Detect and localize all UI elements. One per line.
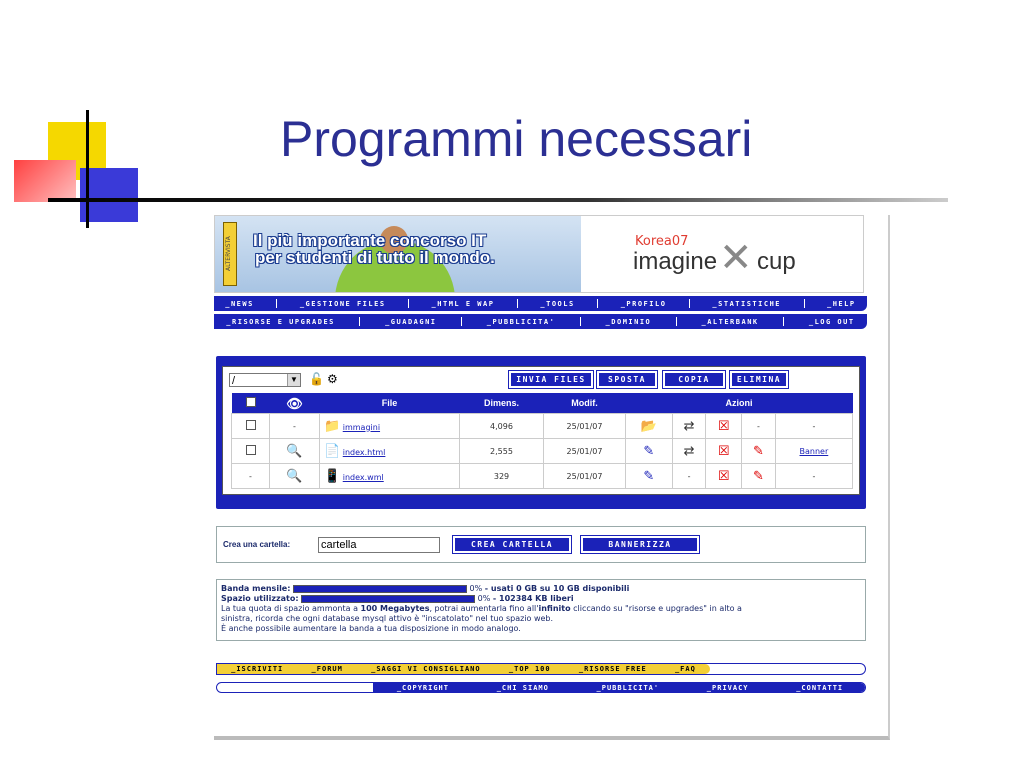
bottom-nav-yellow <box>216 663 866 675</box>
nav-dominio[interactable]: _DOMINIO <box>605 317 652 326</box>
row-action-edit[interactable] <box>626 464 673 489</box>
row-checkbox[interactable] <box>246 445 256 455</box>
open-folder-icon[interactable]: 📂 <box>640 418 657 434</box>
nav-help[interactable]: _HELP <box>827 299 856 308</box>
mysql-line: sinistra, ricorda che ogni database mysql attivo è "inscatolato" nel tuo spazio web. <box>221 614 554 623</box>
row-file <box>320 414 460 439</box>
band-bar <box>293 585 467 593</box>
edit-red-icon[interactable]: ✎ <box>752 468 764 484</box>
row-checkbox[interactable] <box>246 420 256 430</box>
create-folder-box <box>216 526 866 563</box>
band-row <box>221 584 861 594</box>
bottom-nav-blue <box>216 682 866 693</box>
imagine-text: imagine <box>633 248 718 275</box>
nav-contatti[interactable]: _CONTATTI <box>796 683 844 692</box>
banner-headline-line2: per studenti di tutto il mondo. <box>255 248 495 267</box>
row-view[interactable] <box>270 464 320 489</box>
nav-risorse-free[interactable]: _RISORSE FREE <box>578 665 647 673</box>
quota-text-e: cliccando su "risorse e upgrades" in alto a <box>570 604 742 613</box>
band-upgrade-line: È anche possibile aumentare la banda a tua disposizione in modo analogo. <box>221 624 521 633</box>
row-size: 2,555 <box>460 439 544 464</box>
row-file <box>320 464 460 489</box>
nav-news[interactable]: _NEWS <box>225 299 254 308</box>
nav-pubblicita-bottom[interactable]: _PUBBLICITA' <box>596 683 660 692</box>
korea-text: Korea07 <box>635 234 689 249</box>
file-manager-inner <box>222 366 860 495</box>
edit-icon[interactable]: ✎ <box>643 443 655 459</box>
band-percent: 0% <box>469 584 483 593</box>
banner-link[interactable]: Banner <box>799 446 829 456</box>
table-row <box>232 464 853 489</box>
cup-text: cup <box>757 248 796 275</box>
quota-text-a: La tua quota di spazio ammonta a <box>221 604 361 613</box>
row-view: - <box>270 414 320 439</box>
nav-privacy[interactable]: _PRIVACY <box>706 683 749 692</box>
screenshot-frame <box>214 215 890 740</box>
imagine-cup-logo[interactable] <box>581 216 863 292</box>
eye-icon: 👁 <box>286 395 303 411</box>
nav-faq[interactable]: _FAQ <box>674 665 696 673</box>
select-all-header[interactable] <box>232 393 270 414</box>
select-all-checkbox[interactable] <box>246 397 256 407</box>
file-link-index-html[interactable]: index.html <box>342 447 386 457</box>
nav-tools[interactable]: _TOOLS <box>540 299 575 308</box>
preview-icon[interactable]: 🔍 <box>286 443 303 459</box>
file-manager-panel <box>216 356 866 509</box>
edit-icon[interactable]: ✎ <box>643 468 655 484</box>
space-label: Spazio utilizzato: <box>221 594 299 603</box>
row-action-open[interactable] <box>626 414 673 439</box>
row-action-delete[interactable] <box>706 439 742 464</box>
create-folder-label: Crea una cartella: <box>223 540 291 549</box>
delete-icon[interactable]: ☒ <box>717 443 730 459</box>
delete-icon[interactable]: ☒ <box>717 468 730 484</box>
row-action-banner[interactable] <box>775 439 852 464</box>
row-action-delete[interactable] <box>706 464 742 489</box>
row-modified: 25/01/07 <box>544 464 626 489</box>
rename-icon[interactable]: ⇄ <box>683 443 695 459</box>
quota-text-b: 100 Megabytes <box>360 604 430 613</box>
bottom-nav-blue-inner <box>373 683 866 692</box>
row-action-edit-red[interactable] <box>742 464 776 489</box>
row-modified: 25/01/07 <box>544 414 626 439</box>
nav-html-wap[interactable]: _HTML E WAP <box>431 299 495 308</box>
band-label: Banda mensile: <box>221 584 291 593</box>
space-row <box>221 594 861 604</box>
table-row <box>232 439 853 464</box>
nav-top100[interactable]: _TOP 100 <box>508 665 551 673</box>
row-action-2: - <box>672 464 706 489</box>
upload-files-button[interactable]: INVIA FILES <box>509 371 593 388</box>
row-action-4: - <box>742 414 776 439</box>
modified-header: Modif. <box>544 393 626 414</box>
chevron-down-icon[interactable]: ▼ <box>287 374 300 386</box>
space-text: - 102384 KB liberi <box>492 594 574 603</box>
nav-chi-siamo[interactable]: _CHI SIAMO <box>496 683 549 692</box>
settings-icon[interactable]: ⚙ <box>327 372 338 386</box>
row-action-edit[interactable] <box>626 439 673 464</box>
size-header: Dimens. <box>460 393 544 414</box>
delete-button[interactable]: ELIMINA <box>730 371 788 388</box>
nav-risorse-upgrades[interactable]: _RISORSE E UPGRADES <box>226 317 335 326</box>
copy-button[interactable]: COPIA <box>663 371 725 388</box>
file-link-index-wml[interactable]: index.wml <box>342 472 384 482</box>
file-link-immagini[interactable]: immagini <box>342 422 381 432</box>
x-logo-icon: ✕ <box>719 236 753 280</box>
folder-name-input[interactable] <box>318 537 440 553</box>
deco-red-square <box>14 160 76 202</box>
edit-red-icon[interactable]: ✎ <box>752 443 764 459</box>
top-nav-row1 <box>214 296 867 311</box>
nav-gestione-files[interactable]: _GESTIONE FILES <box>299 299 386 308</box>
create-folder-button[interactable]: CREA CARTELLA <box>453 536 571 553</box>
space-bar <box>301 595 475 603</box>
row-size: 4,096 <box>460 414 544 439</box>
bannerize-button[interactable]: BANNERIZZA <box>581 536 699 553</box>
quota-text-c: , potrai aumentarla fino all' <box>429 604 539 613</box>
nav-iscriviti[interactable]: _ISCRIVITI <box>231 665 284 673</box>
row-size: 329 <box>460 464 544 489</box>
files-table <box>231 393 853 489</box>
title-rule <box>48 198 948 202</box>
row-action-delete[interactable] <box>706 414 742 439</box>
quota-line <box>221 604 861 614</box>
row-action-5: - <box>775 464 852 489</box>
path-select-value: / <box>232 375 236 387</box>
row-modified: 25/01/07 <box>544 439 626 464</box>
nav-copyright[interactable]: _COPYRIGHT <box>396 683 449 692</box>
banner-ad[interactable] <box>215 216 581 292</box>
nav-pubblicita[interactable]: _PUBBLICITA' <box>486 317 556 326</box>
actions-header: Azioni <box>626 393 853 414</box>
deco-vertical-line <box>86 110 89 228</box>
mobile-icon: 📱 <box>324 468 341 484</box>
banner-headline <box>253 232 495 266</box>
usage-info <box>216 579 866 641</box>
row-select: - <box>232 464 270 489</box>
space-percent: 0% <box>477 594 491 603</box>
top-banner[interactable] <box>214 215 864 293</box>
path-select[interactable] <box>229 373 301 387</box>
nav-statistiche[interactable]: _STATISTICHE <box>712 299 781 308</box>
unlock-icon[interactable]: 🔓 <box>309 372 324 386</box>
rename-icon[interactable]: ⇄ <box>683 418 695 434</box>
top-nav-row2 <box>214 314 867 329</box>
nav-saggi[interactable]: _SAGGI VI CONSIGLIANO <box>371 665 481 673</box>
table-header <box>232 393 853 414</box>
row-action-rename[interactable] <box>672 414 706 439</box>
row-action-rename[interactable] <box>672 439 706 464</box>
table-row <box>232 414 853 439</box>
altervista-badge: ALTERVISTA <box>223 222 237 286</box>
folder-icon: 📁 <box>324 418 341 434</box>
band-text: - usati 0 GB su 10 GB disponibili <box>484 584 630 593</box>
view-header <box>270 393 320 414</box>
quota-text-d: infinito <box>538 604 571 613</box>
preview-icon[interactable]: 🔍 <box>286 468 303 484</box>
document-icon: 📄 <box>324 443 341 459</box>
nav-guadagni[interactable]: _GUADAGNI <box>385 317 437 326</box>
row-action-edit-red[interactable] <box>742 439 776 464</box>
row-view[interactable] <box>270 439 320 464</box>
nav-alterbank[interactable]: _ALTERBANK <box>701 317 759 326</box>
banner-headline-line1: Il più importante concorso IT <box>253 231 487 250</box>
row-action-5: - <box>775 414 852 439</box>
bottom-nav-yellow-inner <box>217 664 710 674</box>
row-select[interactable] <box>232 439 270 464</box>
row-file <box>320 439 460 464</box>
file-header: File <box>320 393 460 414</box>
slide-title: Programmi necessari <box>280 111 753 167</box>
delete-icon[interactable]: ☒ <box>717 418 730 434</box>
nav-log-out[interactable]: _LOG OUT <box>808 317 855 326</box>
move-button[interactable]: SPOSTA <box>597 371 657 388</box>
nav-profilo[interactable]: _PROFILO <box>620 299 667 308</box>
row-select[interactable] <box>232 414 270 439</box>
nav-forum[interactable]: _FORUM <box>311 665 343 673</box>
